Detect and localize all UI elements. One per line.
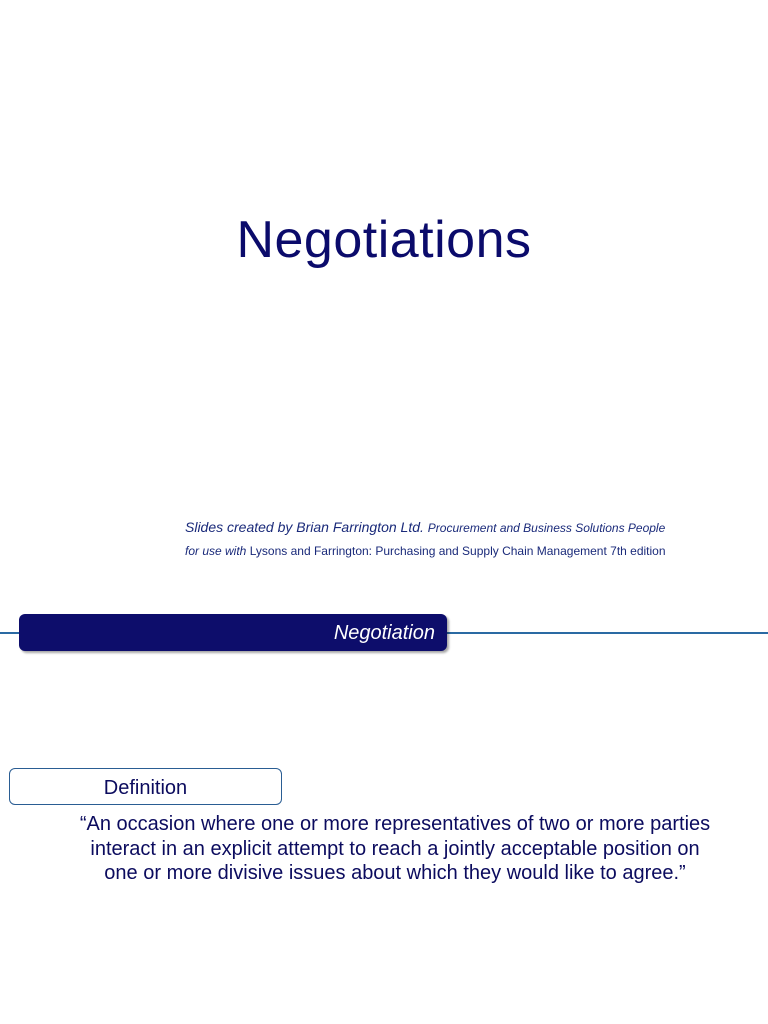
credit-author: Slides created by Brian Farrington Ltd. [185,519,424,535]
definition-quote: “An occasion where one or more representatives of two or more parties interact in an explicit attempt to reach a jointly acceptable position on one or more divisive issues about which they would like to agree.” [79,813,711,884]
page-title: Negotiations [236,211,532,269]
credit-tagline: Procurement and Business Solutions People [427,521,666,535]
credit-line-2 [185,544,666,558]
definition-label: Definition [103,777,188,799]
credit-for-use-with: for use with [185,544,247,558]
credit-book-title: Lysons and Farrington: Purchasing and Supply Chain Management 7th edition [249,544,666,558]
definition-box [9,768,282,805]
section-header-bar [19,614,447,651]
section-title: Negotiation [333,622,435,644]
credit-line-1 [185,519,665,535]
